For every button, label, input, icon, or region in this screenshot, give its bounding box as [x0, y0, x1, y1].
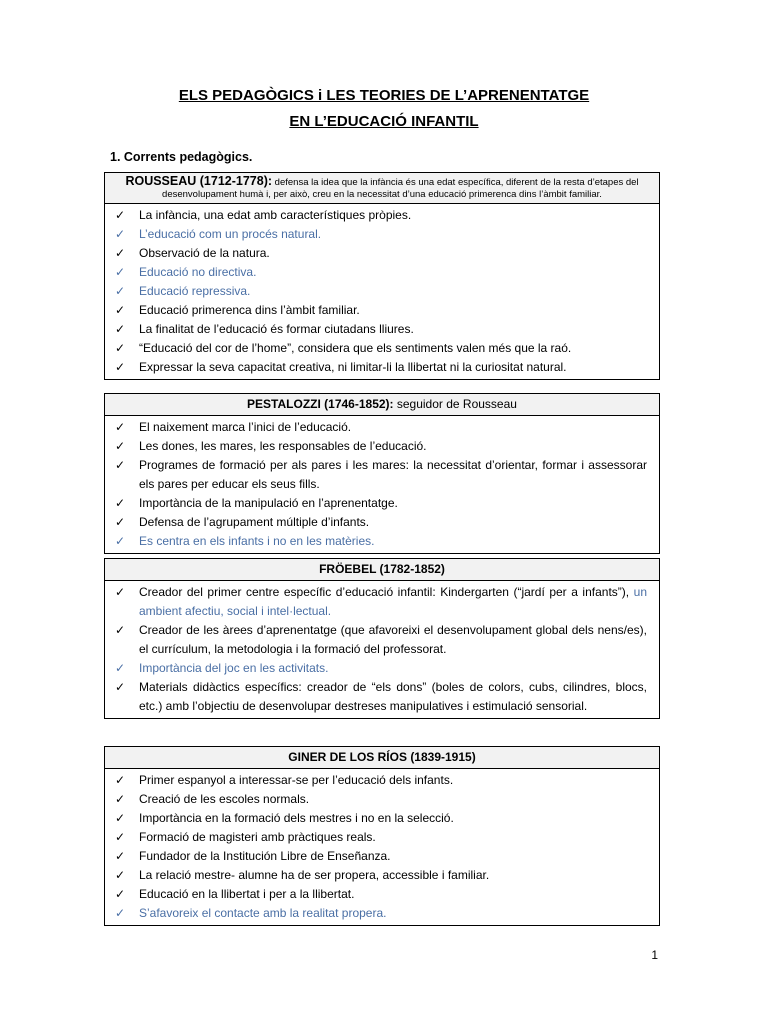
check-icon: ✓ — [114, 868, 126, 882]
list-item: ✓ Creació de les escoles normals. — [113, 790, 647, 809]
list-item: ✓ Primer espanyol a interessar-se per l’educació dels infants. — [113, 771, 647, 790]
list-item: ✓ Creador de les àrees d’aprenentatge (que afavoreixi el desenvolupament global dels nens/es), el currículum, la metodologia i la formació del professorat. — [114, 623, 647, 656]
giner-name: GINER DE LOS RÍOS (1839-1915) — [288, 750, 476, 764]
giner-list — [105, 769, 659, 925]
list-item: ✓ Importància del joc en les activitats. — [113, 659, 647, 678]
check-icon: ✓ — [114, 830, 126, 844]
pestalozzi-description: seguidor de Rousseau — [393, 397, 517, 411]
list-item: ✓ Creador del primer centre específic d’educació infantil: Kindergarten (“jardí per a infants”), un ambient afectiu, social i intel·lectual. — [114, 585, 647, 618]
check-icon: ✓ — [114, 811, 126, 825]
list-item: ✓ Importància en la formació dels mestres i no en la selecció. — [113, 809, 647, 828]
giner-header — [105, 747, 659, 769]
rousseau-box — [104, 172, 660, 380]
check-icon: ✓ — [114, 773, 126, 787]
rousseau-name: ROUSSEAU (1712-1778): — [125, 174, 273, 188]
rousseau-list — [105, 204, 659, 379]
document-title-line1: ELS PEDAGÒGICS i LES TEORIES DE L’APRENENTATGE — [178, 87, 590, 104]
check-icon: ✓ — [114, 265, 126, 279]
list-item: ✓ Educació no directiva. — [113, 263, 647, 282]
list-item: ✓ La finalitat de l’educació és formar ciutadans lliures. — [113, 320, 647, 339]
list-item: ✓ Es centra en els infants i no en les matèries. — [113, 532, 647, 551]
check-icon: ✓ — [114, 360, 126, 374]
check-icon: ✓ — [114, 680, 126, 694]
list-item: ✓ Materials didàctics específics: creador de “els dons” (boles de colors, cubs, cilindres, blocs, etc.) amb l’objectiu de desenvolupar destreses manipulatives i estimulació sensorial. — [114, 680, 647, 713]
pestalozzi-list — [105, 416, 659, 553]
list-item: ✓ “Educació del cor de l’home”, considera que els sentiments valen més que la raó. — [113, 339, 647, 358]
list-item: ✓ La infància, una edat amb característiques pròpies. — [113, 206, 647, 225]
check-icon: ✓ — [114, 849, 126, 863]
rousseau-description: defensa la idea que la infància és una edat específica, diferent de la resta d’etapes del desenvolupament humà i, per això, creu en la necessitat d’una educació primerenca dins l’àmbit familiar. — [162, 177, 639, 200]
document-title-line2: EN L’EDUCACIÓ INFANTIL — [289, 113, 479, 130]
check-icon: ✓ — [114, 341, 126, 355]
froebel-list — [105, 581, 659, 718]
list-item: ✓ Expressar la seva capacitat creativa, ni limitar-li la llibertat ni la curiositat natural. — [113, 358, 647, 377]
pestalozzi-box — [104, 393, 660, 554]
froebel-name: FRÖEBEL (1782-1852) — [319, 562, 445, 576]
section-heading: 1. Corrents pedagògics. — [110, 150, 253, 164]
check-icon: ✓ — [114, 534, 126, 548]
list-item: ✓ Programes de formació per als pares i les mares: la necessitat d’orientar, formar i assessorar els pares per educar els seus fills. — [114, 458, 647, 491]
list-item: ✓ Les dones, les mares, les responsables de l’educació. — [113, 437, 647, 456]
page-number: 1 — [651, 948, 658, 962]
check-icon: ✓ — [114, 906, 126, 920]
list-item: ✓ Fundador de la Institución Libre de Enseñanza. — [113, 847, 647, 866]
pestalozzi-header — [105, 394, 659, 416]
check-icon: ✓ — [114, 439, 126, 453]
check-icon: ✓ — [114, 661, 126, 675]
list-item: ✓ Defensa de l’agrupament múltiple d’infants. — [113, 513, 647, 532]
list-item: ✓ Observació de la natura. — [113, 244, 647, 263]
check-icon: ✓ — [114, 322, 126, 336]
list-item: ✓ L’educació com un procés natural. — [113, 225, 647, 244]
check-icon: ✓ — [114, 227, 126, 241]
check-icon: ✓ — [114, 303, 126, 317]
list-item: ✓ Educació repressiva. — [113, 282, 647, 301]
check-icon: ✓ — [114, 420, 126, 434]
check-icon: ✓ — [114, 246, 126, 260]
froebel-header — [105, 559, 659, 581]
check-icon: ✓ — [114, 458, 126, 472]
list-item: ✓ Importància de la manipulació en l’aprenentatge. — [113, 494, 647, 513]
list-item: ✓ El naixement marca l’inici de l’educació. — [113, 418, 647, 437]
check-icon: ✓ — [114, 208, 126, 222]
check-icon: ✓ — [114, 887, 126, 901]
check-icon: ✓ — [114, 284, 126, 298]
giner-box — [104, 746, 660, 926]
rousseau-header — [105, 173, 659, 204]
list-item: ✓ S’afavoreix el contacte amb la realitat propera. — [113, 904, 647, 923]
check-icon: ✓ — [114, 585, 126, 599]
list-item: ✓ Educació en la llibertat i per a la llibertat. — [113, 885, 647, 904]
pestalozzi-name: PESTALOZZI (1746-1852): — [247, 397, 394, 411]
check-icon: ✓ — [114, 623, 126, 637]
froebel-box — [104, 558, 660, 719]
list-item: ✓ Educació primerenca dins l’àmbit familiar. — [113, 301, 647, 320]
check-icon: ✓ — [114, 496, 126, 510]
list-item: ✓ La relació mestre- alumne ha de ser propera, accessible i familiar. — [113, 866, 647, 885]
check-icon: ✓ — [114, 792, 126, 806]
check-icon: ✓ — [114, 515, 126, 529]
list-item: ✓ Formació de magisteri amb pràctiques reals. — [113, 828, 647, 847]
